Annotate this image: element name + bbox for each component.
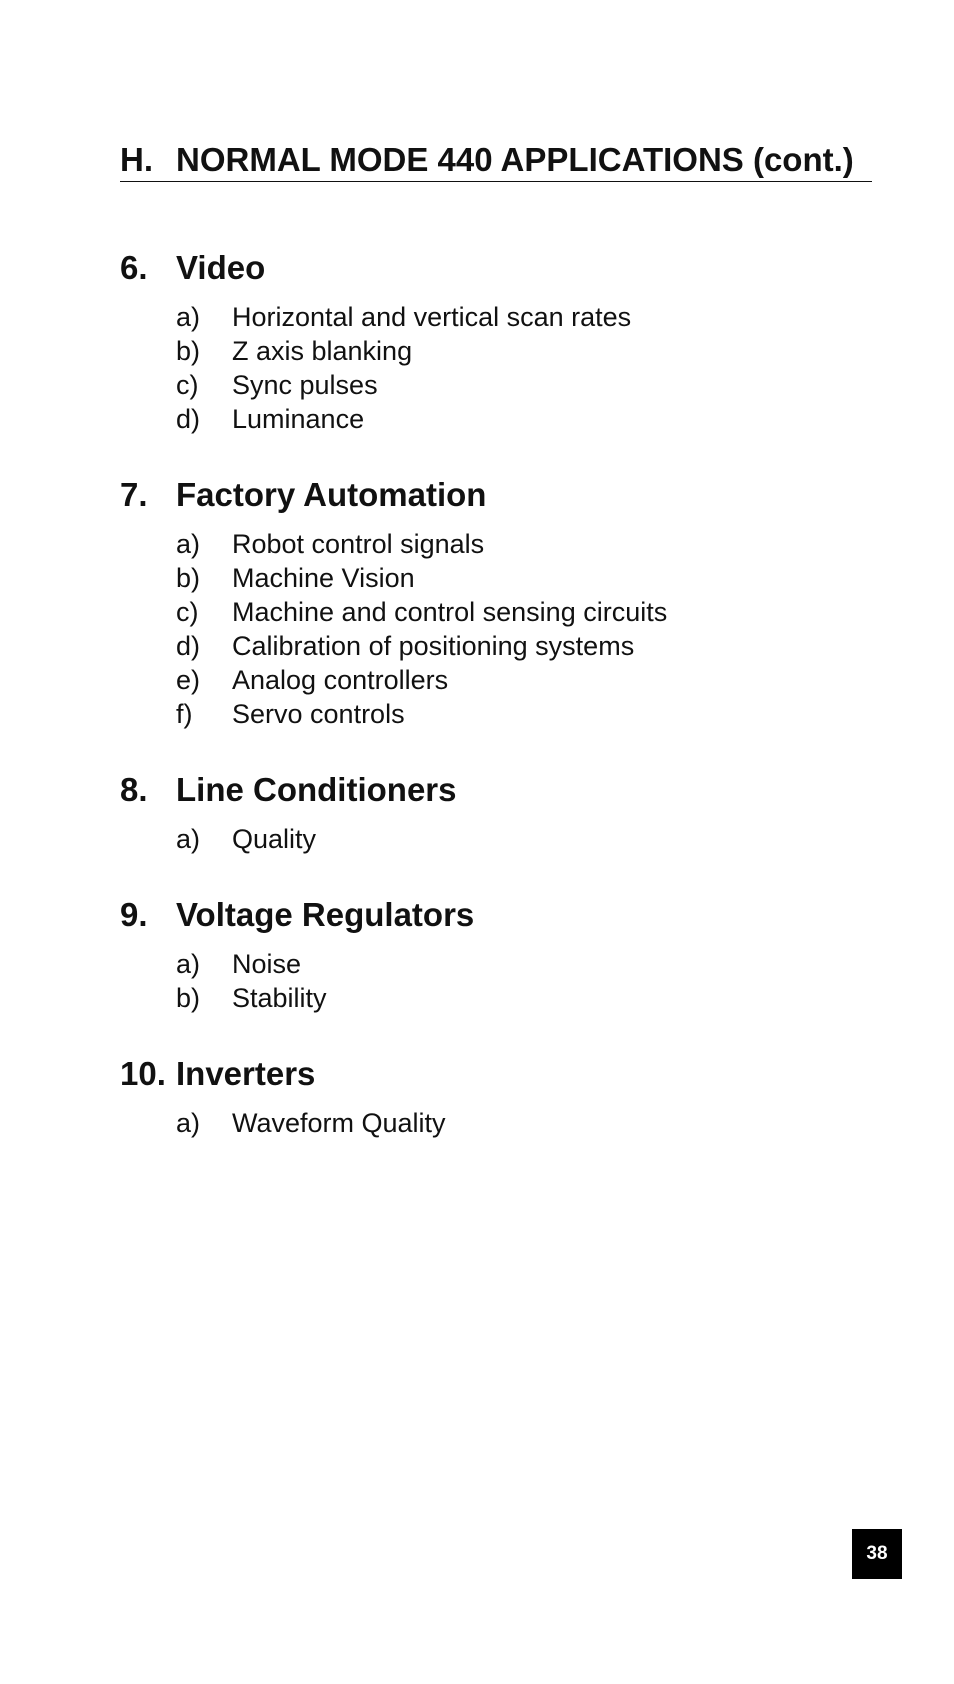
section-title-text: Video [176,249,266,286]
item-text: Horizontal and vertical scan rates [232,302,632,332]
item-marker: a) [176,529,201,559]
item-list [120,527,880,731]
item-marker: a) [176,949,201,979]
section-voltage-regulators [120,895,880,1015]
item-marker: d) [176,404,201,434]
item-text: Waveform Quality [232,1108,446,1138]
item-text: Sync pulses [232,370,378,400]
section-line-conditioners [120,770,880,856]
item-text: Luminance [232,404,365,434]
section-title [120,1054,880,1094]
item-marker: b) [176,563,201,593]
section-video [120,248,880,436]
section-title-text: Inverters [176,1055,316,1092]
item-text: Z axis blanking [232,336,413,366]
item-marker: c) [176,597,199,627]
item-list [120,947,880,1015]
section-title-text: Factory Automation [176,476,487,513]
item-text: Noise [232,949,302,979]
item-list [120,822,880,856]
item-marker: e) [176,665,201,695]
item-marker: a) [176,1108,201,1138]
page-heading [120,138,872,182]
section-title [120,895,880,935]
item-text: Servo controls [232,699,405,729]
list-item [176,368,880,402]
item-text: Analog controllers [232,665,449,695]
item-text: Machine and control sensing circuits [232,597,668,627]
item-marker: d) [176,631,201,661]
item-marker: c) [176,370,199,400]
section-title-text: Line Conditioners [176,771,457,808]
item-text: Stability [232,983,327,1013]
section-title-text: Voltage Regulators [176,896,475,933]
list-item [176,663,880,697]
item-marker: b) [176,983,201,1013]
section-number: 7. [120,476,148,513]
section-title [120,248,880,288]
section-number: 10. [120,1055,166,1092]
item-text: Machine Vision [232,563,415,593]
item-list [120,300,880,436]
item-list [120,1106,880,1140]
item-text: Calibration of positioning systems [232,631,635,661]
list-item [176,981,880,1015]
item-marker: a) [176,302,201,332]
list-item [176,300,880,334]
section-title [120,475,880,515]
list-item [176,697,880,731]
item-marker: a) [176,824,201,854]
list-item [176,402,880,436]
section-number: 6. [120,249,148,286]
section-number: 9. [120,896,148,933]
list-item [176,595,880,629]
section-inverters [120,1054,880,1140]
item-text: Robot control signals [232,529,485,559]
list-item [176,561,880,595]
item-marker: f) [176,699,193,729]
section-number: 8. [120,771,148,808]
page-heading-text: NORMAL MODE 440 APPLICATIONS (cont.) [176,141,854,178]
page-number-badge: 38 [852,1529,902,1579]
item-text: Quality [232,824,317,854]
list-item [176,334,880,368]
list-item [176,1106,880,1140]
list-item [176,629,880,663]
list-item [176,527,880,561]
item-marker: b) [176,336,201,366]
section-factory-automation [120,475,880,731]
page-heading-number: H. [120,141,153,178]
section-title [120,770,880,810]
list-item [176,822,880,856]
list-item [176,947,880,981]
